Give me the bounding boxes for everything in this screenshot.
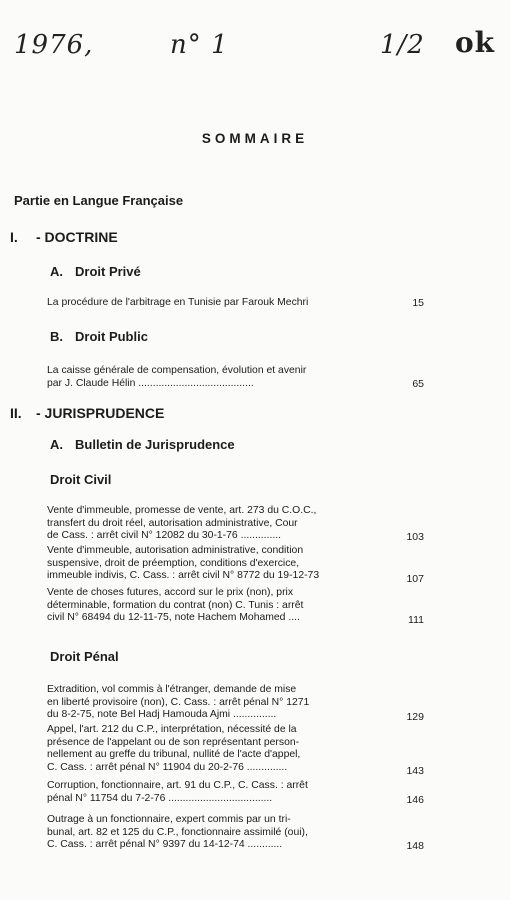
- page-number: 111: [408, 614, 424, 626]
- subsection-letter-bulletin: A.: [50, 437, 63, 452]
- subsection-letter-public: B.: [50, 329, 63, 344]
- handwritten-fraction: 1/2: [380, 30, 425, 60]
- page-number: 15: [412, 297, 424, 309]
- toc-entry: Corruption, fonctionnaire, art. 91 du C.P., C. Cass. : arrêt pénal N° 11754 du 7-2-76 ....................................: [47, 780, 308, 804]
- page-number: 143: [406, 765, 424, 777]
- section-title-juris: - JURISPRUDENCE: [36, 405, 165, 421]
- section-number-doctrine: I.: [10, 229, 18, 245]
- toc-entry: Vente d'immeuble, promesse de vente, art. 273 du C.O.C., transfert du droit réel, autorisation administrative, Cour de Cass. : arrêt civil N° 12082 du 30-1-76 ..............: [47, 505, 317, 542]
- toc-entry: Appel, l'art. 212 du C.P., interprétation, nécessité de la présence de l'appelant ou de son représentant person- nellement au greffe du tribunal, nullité de l'acte d'appel, C. Cass. : arrêt pénal N° 11904 du 20-2-76 ..............: [47, 724, 301, 773]
- page-number: 65: [412, 378, 424, 390]
- section-number-juris: II.: [10, 405, 22, 421]
- page-number: 129: [406, 711, 424, 723]
- page-number: 146: [406, 794, 424, 806]
- subsection-title-prive: Droit Privé: [75, 264, 141, 279]
- page-title: SOMMAIRE: [201, 131, 309, 146]
- toc-entry: Outrage à un fonctionnaire, expert commis par un tri- bunal, art. 82 et 125 du C.P., fonctionnaire assimilé (oui), C. Cass. : arrêt pénal N° 9397 du 14-12-74 ............: [47, 814, 308, 851]
- part-title: Partie en Langue Française: [14, 193, 184, 208]
- subsection-title-public: Droit Public: [75, 329, 148, 344]
- toc-entry: La caisse générale de compensation, évolution et avenir par J. Claude Hélin ........................................: [47, 365, 307, 389]
- handwritten-ok: ok: [455, 26, 496, 59]
- handwritten-number: n° 1: [170, 30, 229, 60]
- handwritten-year: 1976,: [14, 30, 94, 60]
- toc-entry: Vente d'immeuble, autorisation administrative, condition suspensive, droit de préemption, conditions d'exercice, immeuble indivis, C. Cass. : arrêt civil N° 8772 du 19-12-73: [47, 545, 320, 582]
- page-number: 107: [406, 573, 424, 585]
- toc-entry: Vente de choses futures, accord sur le prix (non), prix déterminable, formation du contrat (non) C. Tunis : arrêt civil N° 68494 du 12-11-75, note Hachem Mohamed ....: [47, 587, 304, 624]
- rubric-droit-civil: Droit Civil: [50, 472, 112, 487]
- toc-entry: La procédure de l'arbitrage en Tunisie par Farouk Mechri: [47, 297, 309, 308]
- rubric-droit-penal: Droit Pénal: [50, 649, 119, 664]
- toc-entry: Extradition, vol commis à l'étranger, demande de mise en liberté provisoire (non), C. Cass. : arrêt pénal N° 1271 du 8-2-75, note Bel Hadj Hamouda Ajmi ...............: [47, 684, 310, 721]
- page-number: 103: [406, 531, 424, 543]
- subsection-letter-prive: A.: [50, 264, 63, 279]
- subsection-title-bulletin: Bulletin de Jurisprudence: [75, 437, 235, 452]
- section-title-doctrine: - DOCTRINE: [36, 229, 118, 245]
- page-number: 148: [406, 840, 424, 852]
